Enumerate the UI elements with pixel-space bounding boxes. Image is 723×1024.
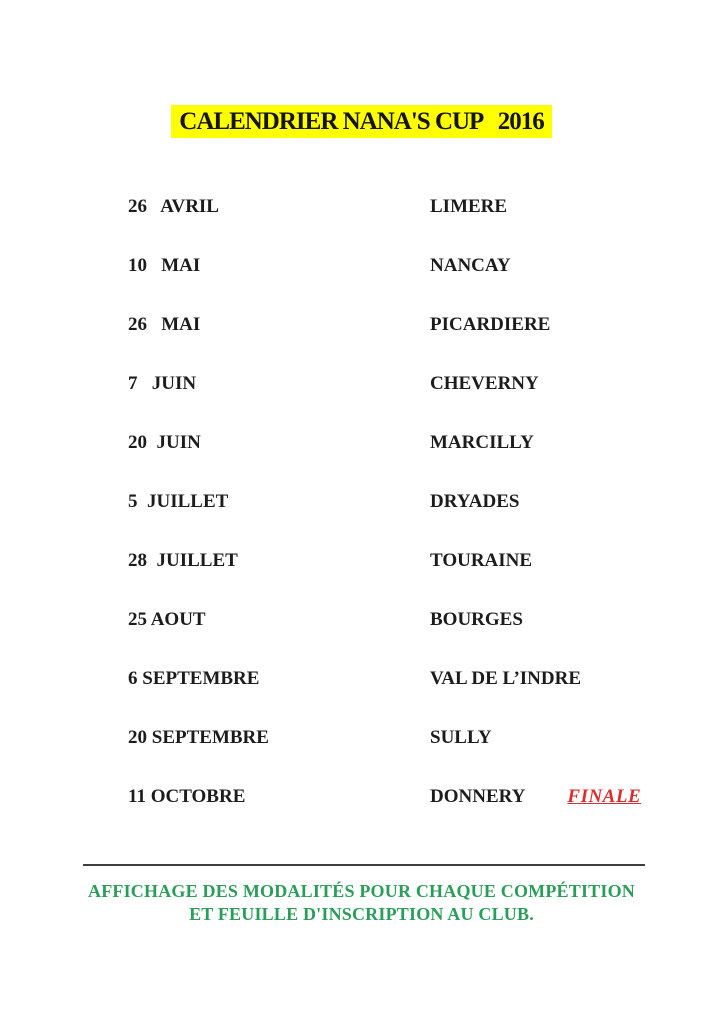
footer: [0, 880, 723, 926]
event-venue: SULLY: [430, 726, 492, 748]
event-date: 11 OCTOBRE: [128, 785, 246, 807]
event-venue: MARCILLY: [430, 431, 534, 453]
event-date: 5 JUILLET: [128, 490, 229, 512]
page-title: CALENDRIER NANA'S CUP 2016: [171, 105, 551, 138]
table-row: [128, 767, 703, 826]
table-row: [128, 236, 703, 295]
event-venue: CHEVERNY: [430, 372, 539, 394]
table-row: [128, 413, 703, 472]
event-venue: DRYADES: [430, 490, 520, 512]
table-row: [128, 177, 703, 236]
table-row: [128, 472, 703, 531]
event-date: 25 AOUT: [128, 608, 206, 630]
event-date: 7 JUIN: [128, 372, 197, 394]
table-row: [128, 708, 703, 767]
event-venue: DONNERY: [430, 785, 526, 807]
event-date: 26 AVRIL: [128, 195, 219, 217]
event-date: 26 MAI: [128, 313, 201, 335]
event-date: 6 SEPTEMBRE: [128, 667, 260, 689]
event-venue: BOURGES: [430, 608, 523, 630]
event-venue: VAL DE L’INDRE: [430, 667, 581, 689]
table-row: [128, 531, 703, 590]
event-venue: PICARDIERE: [430, 313, 551, 335]
footer-notice: AFFICHAGE DES MODALITÉS POUR CHAQUE COMPÉTITION ET FEUILLE D'INSCRIPTION AU CLUB.: [88, 881, 635, 924]
table-row: [128, 649, 703, 708]
event-date: 10 MAI: [128, 254, 201, 276]
finale-note: FINALE: [567, 785, 642, 807]
calendar-list: [128, 177, 703, 826]
table-row: [128, 295, 703, 354]
event-date: 28 JUILLET: [128, 549, 238, 571]
event-venue: TOURAINE: [430, 549, 533, 571]
table-row: [128, 354, 703, 413]
horizontal-divider: [83, 864, 645, 866]
table-row: [128, 590, 703, 649]
event-venue: NANCAY: [430, 254, 511, 276]
event-venue: LIMERE: [430, 195, 508, 217]
event-date: 20 JUIN: [128, 431, 201, 453]
title-container: [0, 105, 723, 138]
event-date: 20 SEPTEMBRE: [128, 726, 269, 748]
